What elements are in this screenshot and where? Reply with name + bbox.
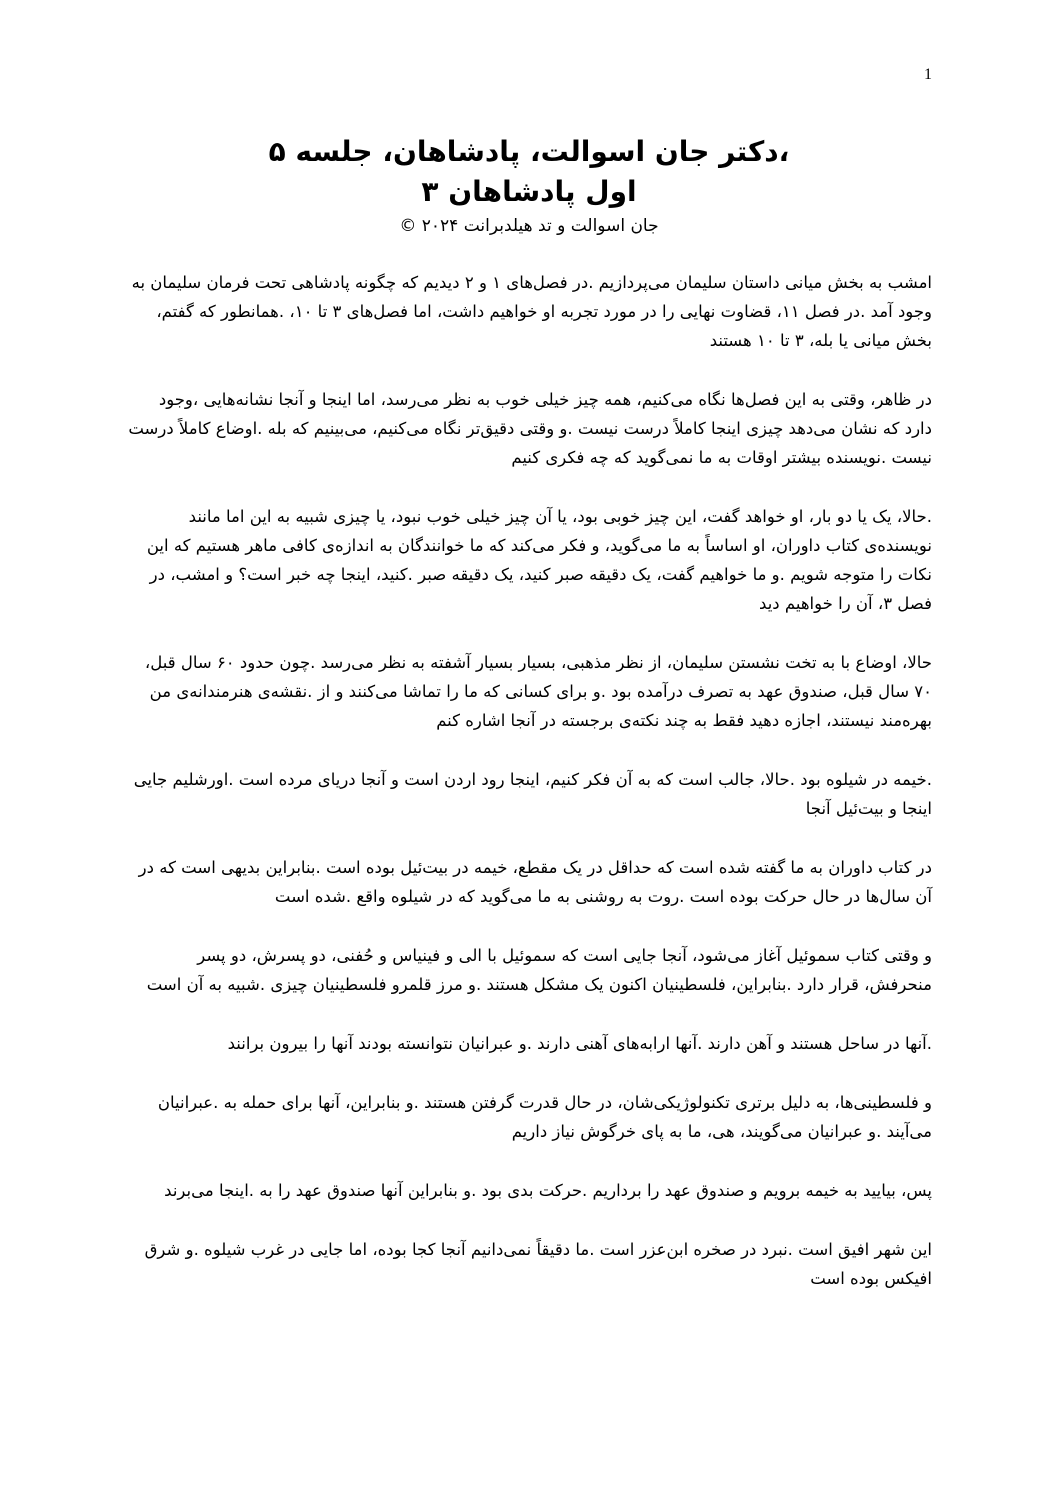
- paragraph: .حالا، یک یا دو بار، او خواهد گفت، این چیز خوبی بود، یا آن چیز خیلی خوب نبود، یا چیزی شبیه به این اما مانند نویسنده‌ی کتاب داوران، او اساساً به ما می‌گوید، و فکر می‌کند که ما خوانندگان به اندازه‌ی کافی ماهر هستیم که این نکات را متوجه شویم .و ما خواهیم گفت، یک دقیقه صبر کنید، یک دقیقه صبر .کنید، اینجا چه خبر است؟ و امشب، در فصل ۳، آن را خواهیم دید: [146, 507, 932, 613]
- paragraph: .خیمه در شیلوه بود .حالا، جالب است که به آن فکر کنیم، اینجا رود اردن است و آنجا دریای مرده است .اورشلیم جایی اینجا و بیت‌ئیل آنجا: [133, 770, 932, 818]
- document-body: [128, 268, 932, 1323]
- paragraph: در ظاهر، وقتی به این فصل‌ها نگاه می‌کنیم، همه چیز خیلی خوب به نظر می‌رسد، اما اینجا و آنجا نشانه‌هایی ،وجود دارد که نشان می‌دهد چیزی اینجا کاملاً درست نیست .و وقتی دقیق‌تر نگاه می‌کنیم، می‌بینیم که بله .اوضاع کاملاً درست نیست .نویسنده بیشتر اوقات به ما نمی‌گوید که چه فکری کنیم: [128, 390, 932, 467]
- paragraph: در کتاب داوران به ما گفته شده است که حداقل در یک مقطع، خیمه در بیت‌ئیل بوده است .بنابراین بدیهی است که در آن سال‌ها در حال حرکت بوده است .روت به روشنی به ما می‌گوید که در شیلوه واقع .شده است: [138, 858, 932, 906]
- paragraph: حالا، اوضاع با به تخت نشستن سلیمان، از نظر مذهبی، بسیار بسیار آشفته به نظر می‌رسد .چون حدود ۶۰ سال قبل، ۷۰ سال قبل، صندوق عهد به تصرف درآمده بود .و برای کسانی که ما را تماشا می‌کنند و از .نقشه‌ی هنرمندانه‌ی من بهره‌مند نیستند، اجازه دهید فقط به چند نکته‌ی برجسته در آنجا اشاره کنم: [144, 653, 932, 730]
- title-line-2: اول پادشاهان ۳: [421, 175, 637, 208]
- paragraph: پس، بیایید به خیمه برویم و صندوق عهد را برداریم .حرکت بدی بود .و بنابراین آنها صندوق عهد را به .اینجا می‌برند: [164, 1181, 932, 1200]
- paragraph: .آنها در ساحل هستند و آهن دارند .آنها ارابه‌های آهنی دارند .و عبرانیان نتوانسته بودند آنها را بیرون برانند: [227, 1034, 932, 1053]
- paragraph: امشب به بخش میانی داستان سلیمان می‌پردازیم .در فصل‌های ۱ و ۲ دیدیم که چگونه پادشاهی تحت فرمان سلیمان به وجود آمد .در فصل ۱۱، قضاوت نهایی را در مورد تجربه او خواهیم داشت، اما فصل‌های ۳ تا ۱۰، .همانطور که گفتم، بخش میانی یا بله، ۳ تا ۱۰ هستند: [131, 273, 932, 350]
- copyright-line: جان اسوالت و تد هیلدبرانت ۲۰۲۴ ©: [399, 216, 659, 236]
- page-number: 1: [924, 66, 932, 83]
- paragraph: و فلسطینی‌ها، به دلیل برتری تکنولوژیکی‌شان، در حال قدرت گرفتن هستند .و بنابراین، آنها برای حمله به .عبرانیان می‌آیند .و عبرانیان می‌گویند، هی، ما به پای خرگوش نیاز داریم: [157, 1093, 932, 1141]
- title-line-1: ،دکتر جان اسوالت، پادشاهان، جلسه ۵: [268, 135, 790, 168]
- paragraph: و وقتی کتاب سموئیل آغاز می‌شود، آنجا جایی است که سموئیل با الی و فینیاس و حُفنی، دو پسرش، دو پسر منحرفش، قرار دارد .بنابراین، فلسطینیان اکنون یک مشکل هستند .و مرز قلمرو فلسطینیان چیزی .شبیه به آن است: [146, 946, 932, 994]
- paragraph: این شهر افیق است .نبرد در صخره ابن‌عزر است .ما دقیقاً نمی‌دانیم آنجا کجا بوده، اما جایی در غرب شیلوه .و شرق افیکس بوده است: [144, 1240, 932, 1288]
- document-title: [0, 132, 1058, 212]
